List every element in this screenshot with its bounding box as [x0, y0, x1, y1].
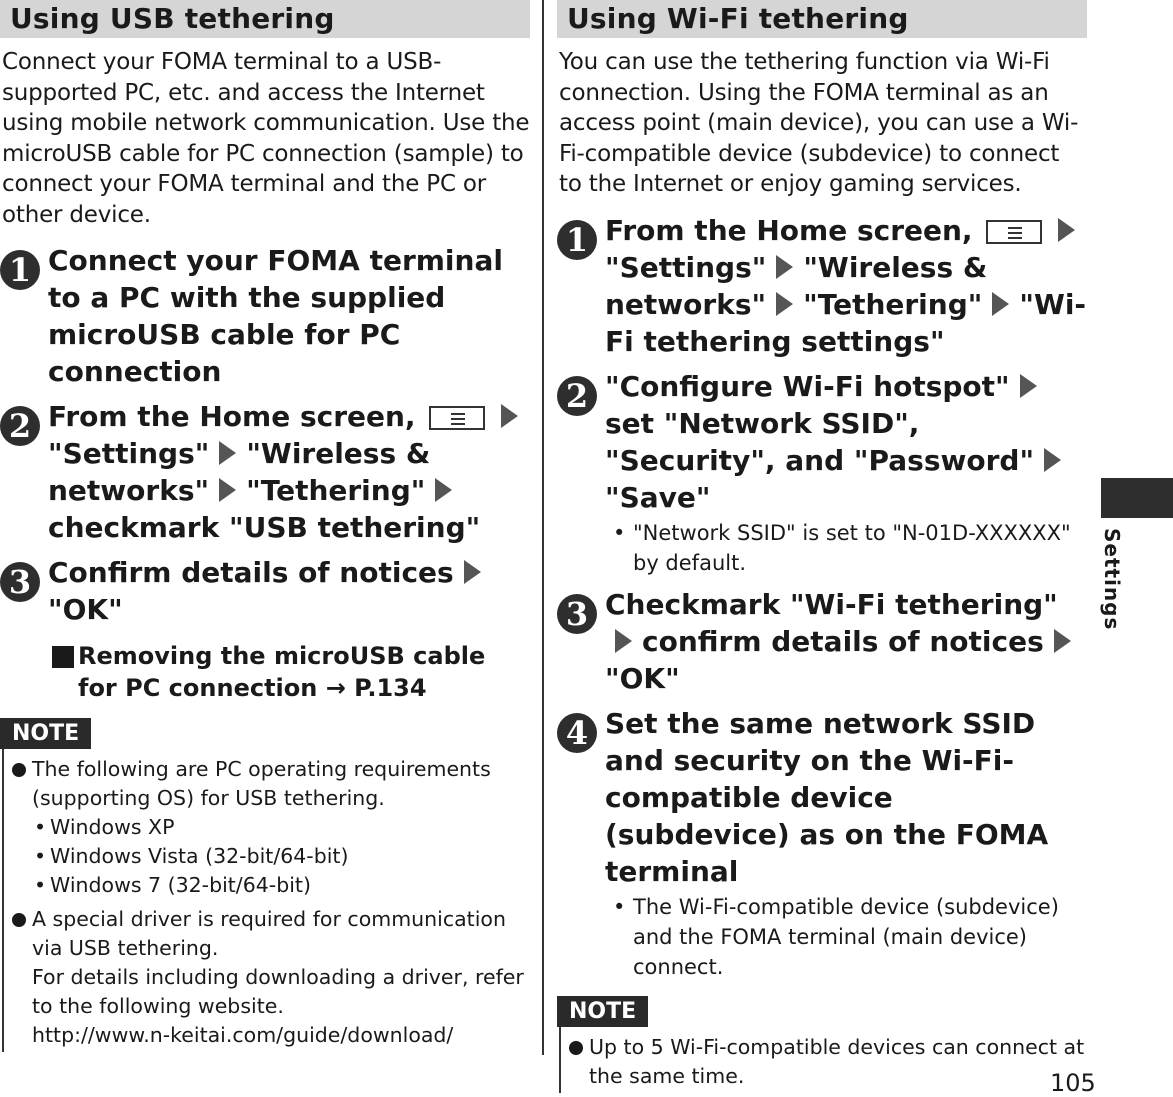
step-text: Connect your FOMA terminal to a PC with the supplied microUSB cable for PC connection — [48, 244, 503, 388]
step-2 — [0, 398, 530, 546]
step-text-part: From the Home screen, — [605, 213, 973, 247]
step-text-part: set "Network SSID", "Security", and "Password" — [605, 406, 1035, 477]
bullet-icon — [569, 1041, 583, 1055]
step-text-part: "OK" — [48, 593, 123, 626]
step-text-part: confirm details of notices — [642, 624, 1044, 658]
step-2 — [557, 368, 1087, 578]
step-4 — [557, 705, 1087, 982]
step-text-part: "Wi-Fi tethering settings" — [605, 287, 1087, 358]
step-number: 3 — [0, 562, 40, 602]
note-block — [0, 718, 530, 1052]
step-text — [605, 212, 1087, 360]
section-intro: You can use the tethering function via Wi-Fi connection. Using the FOMA terminal as an access point (main device), you can use a Wi-Fi-compatible device (subdevice) to connect to the Internet or enjoy gaming services. — [559, 49, 1079, 197]
chapter-side-label: Settings — [1100, 528, 1124, 631]
step-text: Set the same network SSID and security on the Wi-Fi-compatible device (subdevice) as on the FOMA terminal — [605, 706, 1049, 888]
step-1 — [557, 212, 1087, 360]
step-note: • The Wi-Fi-compatible device (subdevice) and the FOMA terminal (main device) connect. — [613, 894, 1059, 979]
arrow-right-icon — [435, 478, 452, 502]
arrow-right-icon — [615, 629, 632, 653]
page-number: 105 — [1050, 1069, 1096, 1097]
step-note: • "Network SSID" is set to "N-01D-XXXXXX" by default. — [613, 520, 1071, 575]
removing-cable-reference — [52, 640, 530, 704]
os-item: • Windows Vista (32-bit/64-bit) — [34, 844, 349, 868]
os-item: • Windows 7 (32-bit/64-bit) — [34, 873, 311, 897]
step-number: 4 — [557, 713, 597, 753]
note-item — [12, 905, 530, 1050]
note-item — [569, 1033, 1087, 1091]
section-heading: Using USB tethering — [0, 0, 530, 38]
note-label: NOTE — [557, 996, 648, 1027]
step-number: 1 — [0, 250, 40, 290]
step-text — [605, 586, 1087, 697]
bullet-icon — [12, 763, 26, 777]
step-text-part: From the Home screen, — [48, 400, 416, 433]
step-text-part: "Wireless & networks" — [605, 250, 988, 321]
step-text-part: "Settings" — [48, 437, 210, 470]
download-link[interactable]: http://www.n-keitai.com/guide/download/ — [32, 1023, 454, 1047]
note-label: NOTE — [0, 718, 91, 749]
step-number: 3 — [557, 594, 597, 634]
section-heading: Using Wi-Fi tethering — [557, 0, 1087, 38]
square-bullet-icon — [52, 646, 74, 668]
step-text-part: "OK" — [605, 661, 680, 695]
removing-text: Removing the microUSB cable for PC connection → P.134 — [78, 642, 486, 702]
step-3 — [0, 554, 530, 628]
step-text — [48, 398, 530, 546]
usb-tethering-section — [0, 0, 530, 1052]
arrow-right-icon — [1044, 448, 1061, 472]
step-text-part: "Tethering" — [246, 474, 426, 507]
column-divider — [542, 0, 544, 1055]
step-text-part: "Wireless & networks" — [48, 437, 431, 507]
bullet-icon — [12, 913, 26, 927]
note-text: A special driver is required for communication via USB tethering. — [32, 907, 506, 960]
os-item: • Windows XP — [34, 815, 175, 839]
note-box — [2, 749, 530, 1052]
step-number: 1 — [557, 220, 597, 260]
note-text: Up to 5 Wi-Fi-compatible devices can connect at the same time. — [589, 1034, 1085, 1088]
step-text-part: "Save" — [605, 480, 711, 514]
step-text-part: Confirm details of notices — [48, 556, 454, 589]
wifi-tethering-section — [557, 0, 1087, 1093]
note-text: For details including downloading a driver, refer to the following website. — [32, 965, 524, 1018]
step-text-part: "Tethering" — [803, 287, 983, 321]
arrow-right-icon — [1054, 629, 1071, 653]
arrow-right-icon — [992, 292, 1009, 316]
arrow-right-icon — [776, 292, 793, 316]
step-text-part: Checkmark "Wi-Fi tethering" — [605, 587, 1058, 621]
step-text — [605, 368, 1087, 516]
step-text-part: "Configure Wi-Fi hotspot" — [605, 369, 1010, 403]
step-3 — [557, 586, 1087, 697]
arrow-right-icon — [1020, 374, 1037, 398]
arrow-right-icon — [776, 255, 793, 279]
note-item — [12, 755, 530, 900]
note-block — [557, 996, 1087, 1093]
chapter-tab-marker — [1101, 478, 1173, 518]
arrow-right-icon — [219, 441, 236, 465]
note-box — [559, 1027, 1087, 1093]
step-text-part: checkmark "USB tethering" — [48, 511, 481, 544]
menu-key-icon — [986, 220, 1042, 244]
menu-key-icon — [429, 406, 485, 430]
arrow-right-icon — [464, 560, 481, 584]
step-text-part: "Settings" — [605, 250, 767, 284]
section-intro: Connect your FOMA terminal to a USB-supported PC, etc. and access the Internet using mobile network communication. Use the microUSB cable for PC connection (sample) to connect your FOMA terminal and the PC or other device. — [2, 49, 530, 228]
step-text — [48, 554, 530, 628]
step-1 — [0, 242, 530, 390]
note-text: The following are PC operating requirements (supporting OS) for USB tethering. — [32, 757, 491, 810]
arrow-right-icon — [501, 404, 518, 428]
arrow-right-icon — [1058, 218, 1075, 242]
step-number: 2 — [557, 376, 597, 416]
arrow-right-icon — [219, 478, 236, 502]
step-number: 2 — [0, 406, 40, 446]
